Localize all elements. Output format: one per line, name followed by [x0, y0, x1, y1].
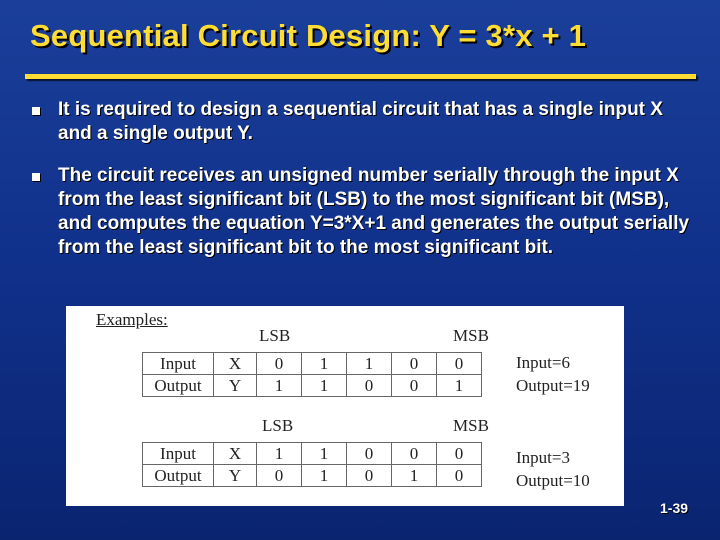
table-row	[143, 443, 482, 465]
bit-cell: 0	[392, 353, 437, 375]
output-result-label: Output=10	[516, 471, 590, 490]
input-result-label: Input=6	[516, 353, 570, 372]
row-name-cell: Output	[143, 375, 214, 397]
bullet-text: It is required to design a sequential circuit that has a single input X and a single output Y.	[58, 99, 663, 144]
bit-cell: 1	[302, 443, 347, 465]
example-table-1	[142, 352, 482, 397]
output-result-label: Output=19	[516, 376, 590, 395]
bit-cell: 1	[257, 375, 302, 397]
bullet-square-icon	[32, 107, 40, 115]
row-symbol-cell: Y	[214, 375, 257, 397]
lsb-label: LSB	[262, 416, 294, 435]
bit-cell: 0	[347, 375, 392, 397]
slide-title: Sequential Circuit Design: Y = 3*x + 1	[30, 18, 587, 53]
bit-cell: 1	[302, 465, 347, 487]
page-number: 1-39	[660, 500, 689, 516]
bullet-item	[30, 98, 695, 146]
lsb-label: LSB	[259, 326, 291, 345]
bit-cell: 0	[392, 375, 437, 397]
msb-label: MSB	[453, 416, 489, 435]
bit-cell: 1	[302, 375, 347, 397]
bit-cell: 0	[437, 353, 482, 375]
row-name-cell: Input	[143, 443, 214, 465]
bit-cell: 0	[257, 353, 302, 375]
bit-cell: 0	[347, 465, 392, 487]
example-table-2	[142, 442, 482, 487]
table-row	[143, 375, 482, 397]
bit-cell: 0	[257, 465, 302, 487]
title-underline	[25, 74, 696, 79]
bit-cell: 0	[392, 443, 437, 465]
examples-figure	[66, 306, 624, 506]
bit-cell: 1	[437, 375, 482, 397]
bit-cell: 1	[347, 353, 392, 375]
bullet-square-icon	[32, 173, 40, 181]
row-symbol-cell: X	[214, 443, 257, 465]
bit-cell: 1	[302, 353, 347, 375]
row-name-cell: Input	[143, 353, 214, 375]
row-symbol-cell: X	[214, 353, 257, 375]
bit-cell: 1	[392, 465, 437, 487]
input-result-label: Input=3	[516, 448, 570, 467]
msb-label: MSB	[453, 326, 489, 345]
row-symbol-cell: Y	[214, 465, 257, 487]
table-row	[143, 353, 482, 375]
bit-cell: 1	[257, 443, 302, 465]
table-row	[143, 465, 482, 487]
bit-cell: 0	[347, 443, 392, 465]
bullet-item	[30, 164, 695, 260]
row-name-cell: Output	[143, 465, 214, 487]
bullet-text: The circuit receives an unsigned number serially through the input X from the least significant bit (LSB) to the most significant bit (MSB), and computes the equation Y=3*X+1 and generates the output serially from the least significant bit to the most significant bit.	[58, 165, 690, 258]
bit-cell: 0	[437, 465, 482, 487]
examples-heading: Examples:	[96, 310, 168, 329]
bit-cell: 0	[437, 443, 482, 465]
